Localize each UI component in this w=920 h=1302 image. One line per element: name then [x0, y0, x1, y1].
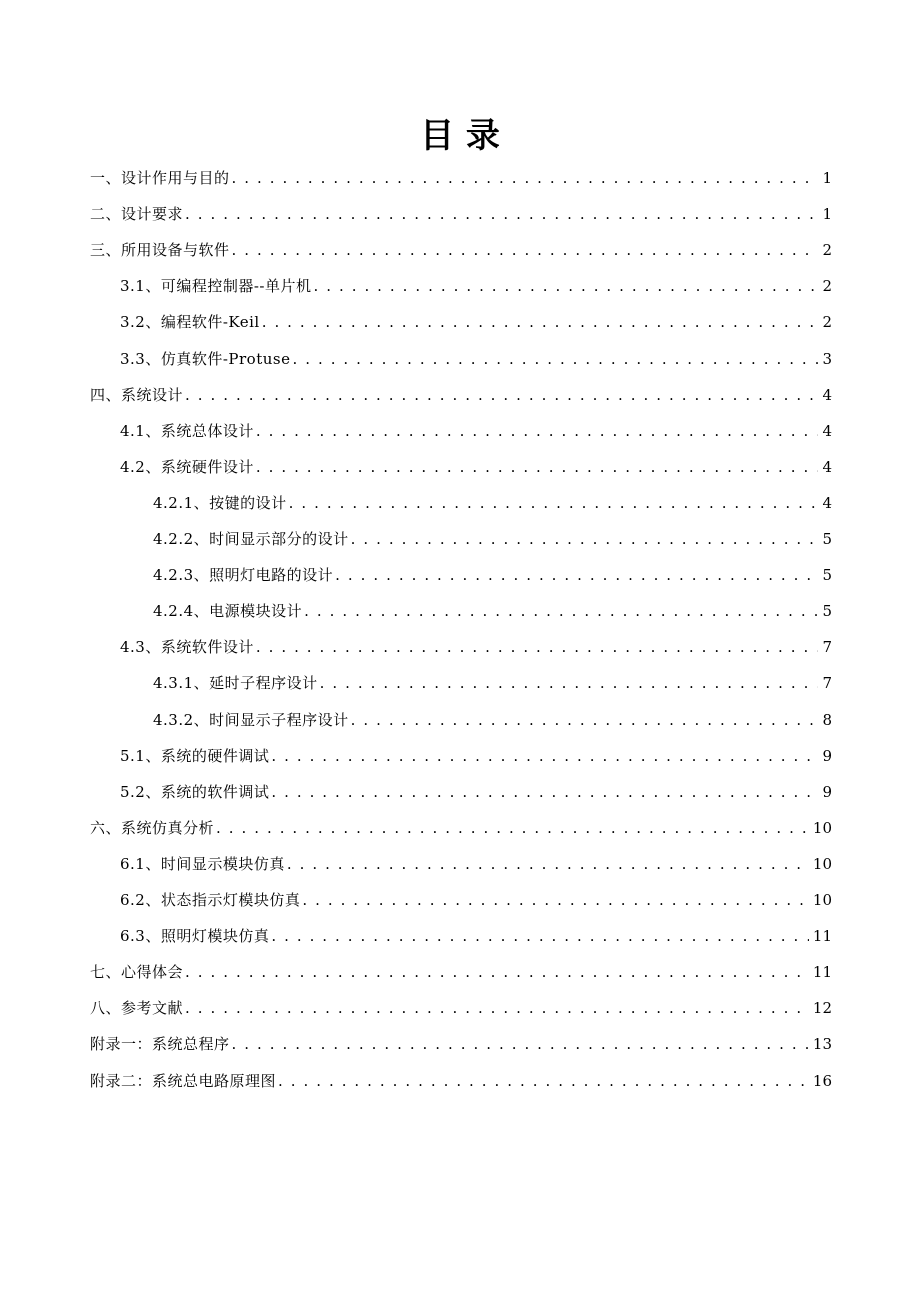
toc-entry-label: 4.3.2、时间显示子程序设计: [153, 710, 349, 729]
toc-dot-leader: [256, 457, 818, 477]
toc-entry-page-number: 10: [812, 854, 832, 873]
toc-entry-page-number: 12: [812, 999, 832, 1018]
toc-entry-page-number: 5: [822, 602, 832, 621]
toc-entry[interactable]: [90, 954, 832, 990]
toc-entry-label: 二、设计要求: [90, 205, 184, 224]
toc-entry-label: 4.3.1、延时子程序设计: [153, 674, 318, 693]
toc-entry-label: 4.2、系统硬件设计: [120, 457, 254, 476]
toc-entry-label: 七、心得体会: [90, 963, 184, 982]
toc-entry-label: 3.1、可编程控制器--单片机: [120, 277, 312, 296]
toc-entry[interactable]: [153, 521, 832, 557]
toc-dot-leader: [232, 240, 818, 260]
toc-entry[interactable]: [90, 990, 832, 1026]
toc-entry-page-number: 1: [822, 205, 832, 224]
toc-entry-page-number: 7: [822, 674, 832, 693]
toc-entry-label: 附录一：系统总程序: [90, 1035, 230, 1054]
toc-entry-label: 一、设计作用与目的: [90, 169, 230, 187]
toc-entry[interactable]: [120, 774, 832, 810]
toc-dot-leader: [289, 493, 818, 513]
toc-entry[interactable]: [90, 1063, 832, 1099]
toc-dot-leader: [278, 1071, 809, 1091]
toc-dot-leader: [351, 529, 818, 549]
toc-entry-label: 附录二：系统总电路原理图: [90, 1071, 277, 1090]
toc-entry[interactable]: [120, 629, 832, 665]
toc-dot-leader: [256, 421, 818, 441]
toc-entry-label: 三、所用设备与软件: [90, 241, 230, 260]
toc-dot-leader: [351, 710, 818, 730]
toc-entry-page-number: 9: [822, 782, 832, 801]
toc-dot-leader: [314, 276, 819, 296]
toc-entry-page-number: 3: [822, 349, 832, 368]
toc-entry-page-number: 10: [812, 891, 832, 909]
toc-entry[interactable]: [120, 341, 832, 377]
toc-dot-leader: [271, 746, 818, 766]
toc-entry-label: 3.3、仿真软件-Protuse: [120, 349, 291, 368]
toc-entry-page-number: 4: [822, 421, 832, 440]
toc-entry[interactable]: [153, 485, 832, 521]
toc-entry-label: 六、系统仿真分析: [90, 818, 215, 837]
toc-entry-page-number: 4: [822, 385, 832, 404]
toc-entry[interactable]: [120, 882, 832, 918]
toc-entry[interactable]: [90, 196, 832, 232]
page-title: 目 录: [420, 116, 500, 156]
toc-dot-leader: [287, 854, 809, 874]
toc-entry-label: 3.2、编程软件-Keil: [120, 313, 260, 332]
toc-entry-label: 4.3、系统软件设计: [120, 638, 254, 657]
toc-dot-leader: [185, 998, 809, 1018]
toc-entry-page-number: 10: [812, 818, 832, 837]
toc-entry-page-number: 2: [822, 277, 832, 296]
toc-dot-leader: [216, 818, 809, 838]
toc-dot-leader: [292, 349, 818, 369]
toc-entry-label: 6.2、状态指示灯模块仿真: [120, 891, 301, 909]
toc-entry[interactable]: [120, 738, 832, 774]
toc-entry[interactable]: [90, 377, 832, 413]
toc-entry[interactable]: [153, 557, 832, 593]
toc-entry-label: 四、系统设计: [90, 385, 184, 404]
toc-dot-leader: [271, 926, 809, 946]
toc-entry[interactable]: [120, 413, 832, 449]
toc-entry[interactable]: [153, 665, 832, 701]
toc-dot-leader: [304, 601, 818, 621]
toc-dot-leader: [262, 312, 818, 332]
toc-entry-page-number: 1: [822, 169, 832, 187]
toc-entry[interactable]: [90, 160, 832, 196]
toc-entry[interactable]: [120, 268, 832, 304]
toc-entry[interactable]: [90, 1026, 832, 1062]
toc-entry-page-number: 5: [822, 566, 832, 585]
toc-entry-label: 4.2.4、电源模块设计: [153, 602, 303, 621]
toc-entry[interactable]: [120, 918, 832, 954]
toc-entry-page-number: 11: [812, 963, 832, 982]
toc-dot-leader: [335, 565, 818, 585]
toc-dot-leader: [232, 168, 818, 188]
toc-entry-label: 6.1、时间显示模块仿真: [120, 854, 285, 873]
toc-entry[interactable]: [120, 304, 832, 340]
toc-entry-label: 4.1、系统总体设计: [120, 421, 254, 440]
toc-dot-leader: [320, 673, 818, 693]
toc-entry-label: 八、参考文献: [90, 999, 184, 1018]
toc-entry-page-number: 11: [812, 927, 832, 946]
toc-entry[interactable]: [90, 810, 832, 846]
toc-entry[interactable]: [90, 232, 832, 268]
toc-dot-leader: [185, 962, 809, 982]
toc-entry-label: 4.2.2、时间显示部分的设计: [153, 530, 349, 548]
toc-entry-label: 6.3、照明灯模块仿真: [120, 927, 270, 946]
toc-dot-leader: [271, 782, 818, 802]
toc-dot-leader: [302, 890, 809, 910]
toc-entry-label: 4.2.3、照明灯电路的设计: [153, 566, 334, 585]
toc-entry-label: 4.2.1、按键的设计: [153, 493, 287, 512]
toc-entry-page-number: 2: [822, 241, 832, 260]
toc-entry-page-number: 2: [822, 313, 832, 332]
toc-dot-leader: [232, 1034, 809, 1054]
toc-dot-leader: [256, 637, 818, 657]
toc-dot-leader: [185, 204, 818, 224]
toc-entry-page-number: 13: [812, 1035, 832, 1054]
toc-entry-page-number: 7: [822, 638, 832, 657]
toc-entry-label: 5.1、系统的硬件调试: [120, 746, 270, 765]
toc-entry-page-number: 16: [812, 1071, 832, 1090]
toc-entry-page-number: 4: [822, 493, 832, 512]
toc-entry-page-number: 9: [822, 746, 832, 765]
toc-entry-page-number: 5: [822, 530, 832, 548]
toc-entry[interactable]: [153, 702, 832, 738]
toc-entry-page-number: 4: [822, 457, 832, 476]
toc-entry[interactable]: [153, 593, 832, 629]
toc-entry-label: 5.2、系统的软件调试: [120, 782, 270, 801]
toc-entry[interactable]: [120, 846, 832, 882]
toc-entry-page-number: 8: [822, 710, 832, 729]
toc-entry[interactable]: [120, 449, 832, 485]
toc-dot-leader: [185, 385, 818, 405]
